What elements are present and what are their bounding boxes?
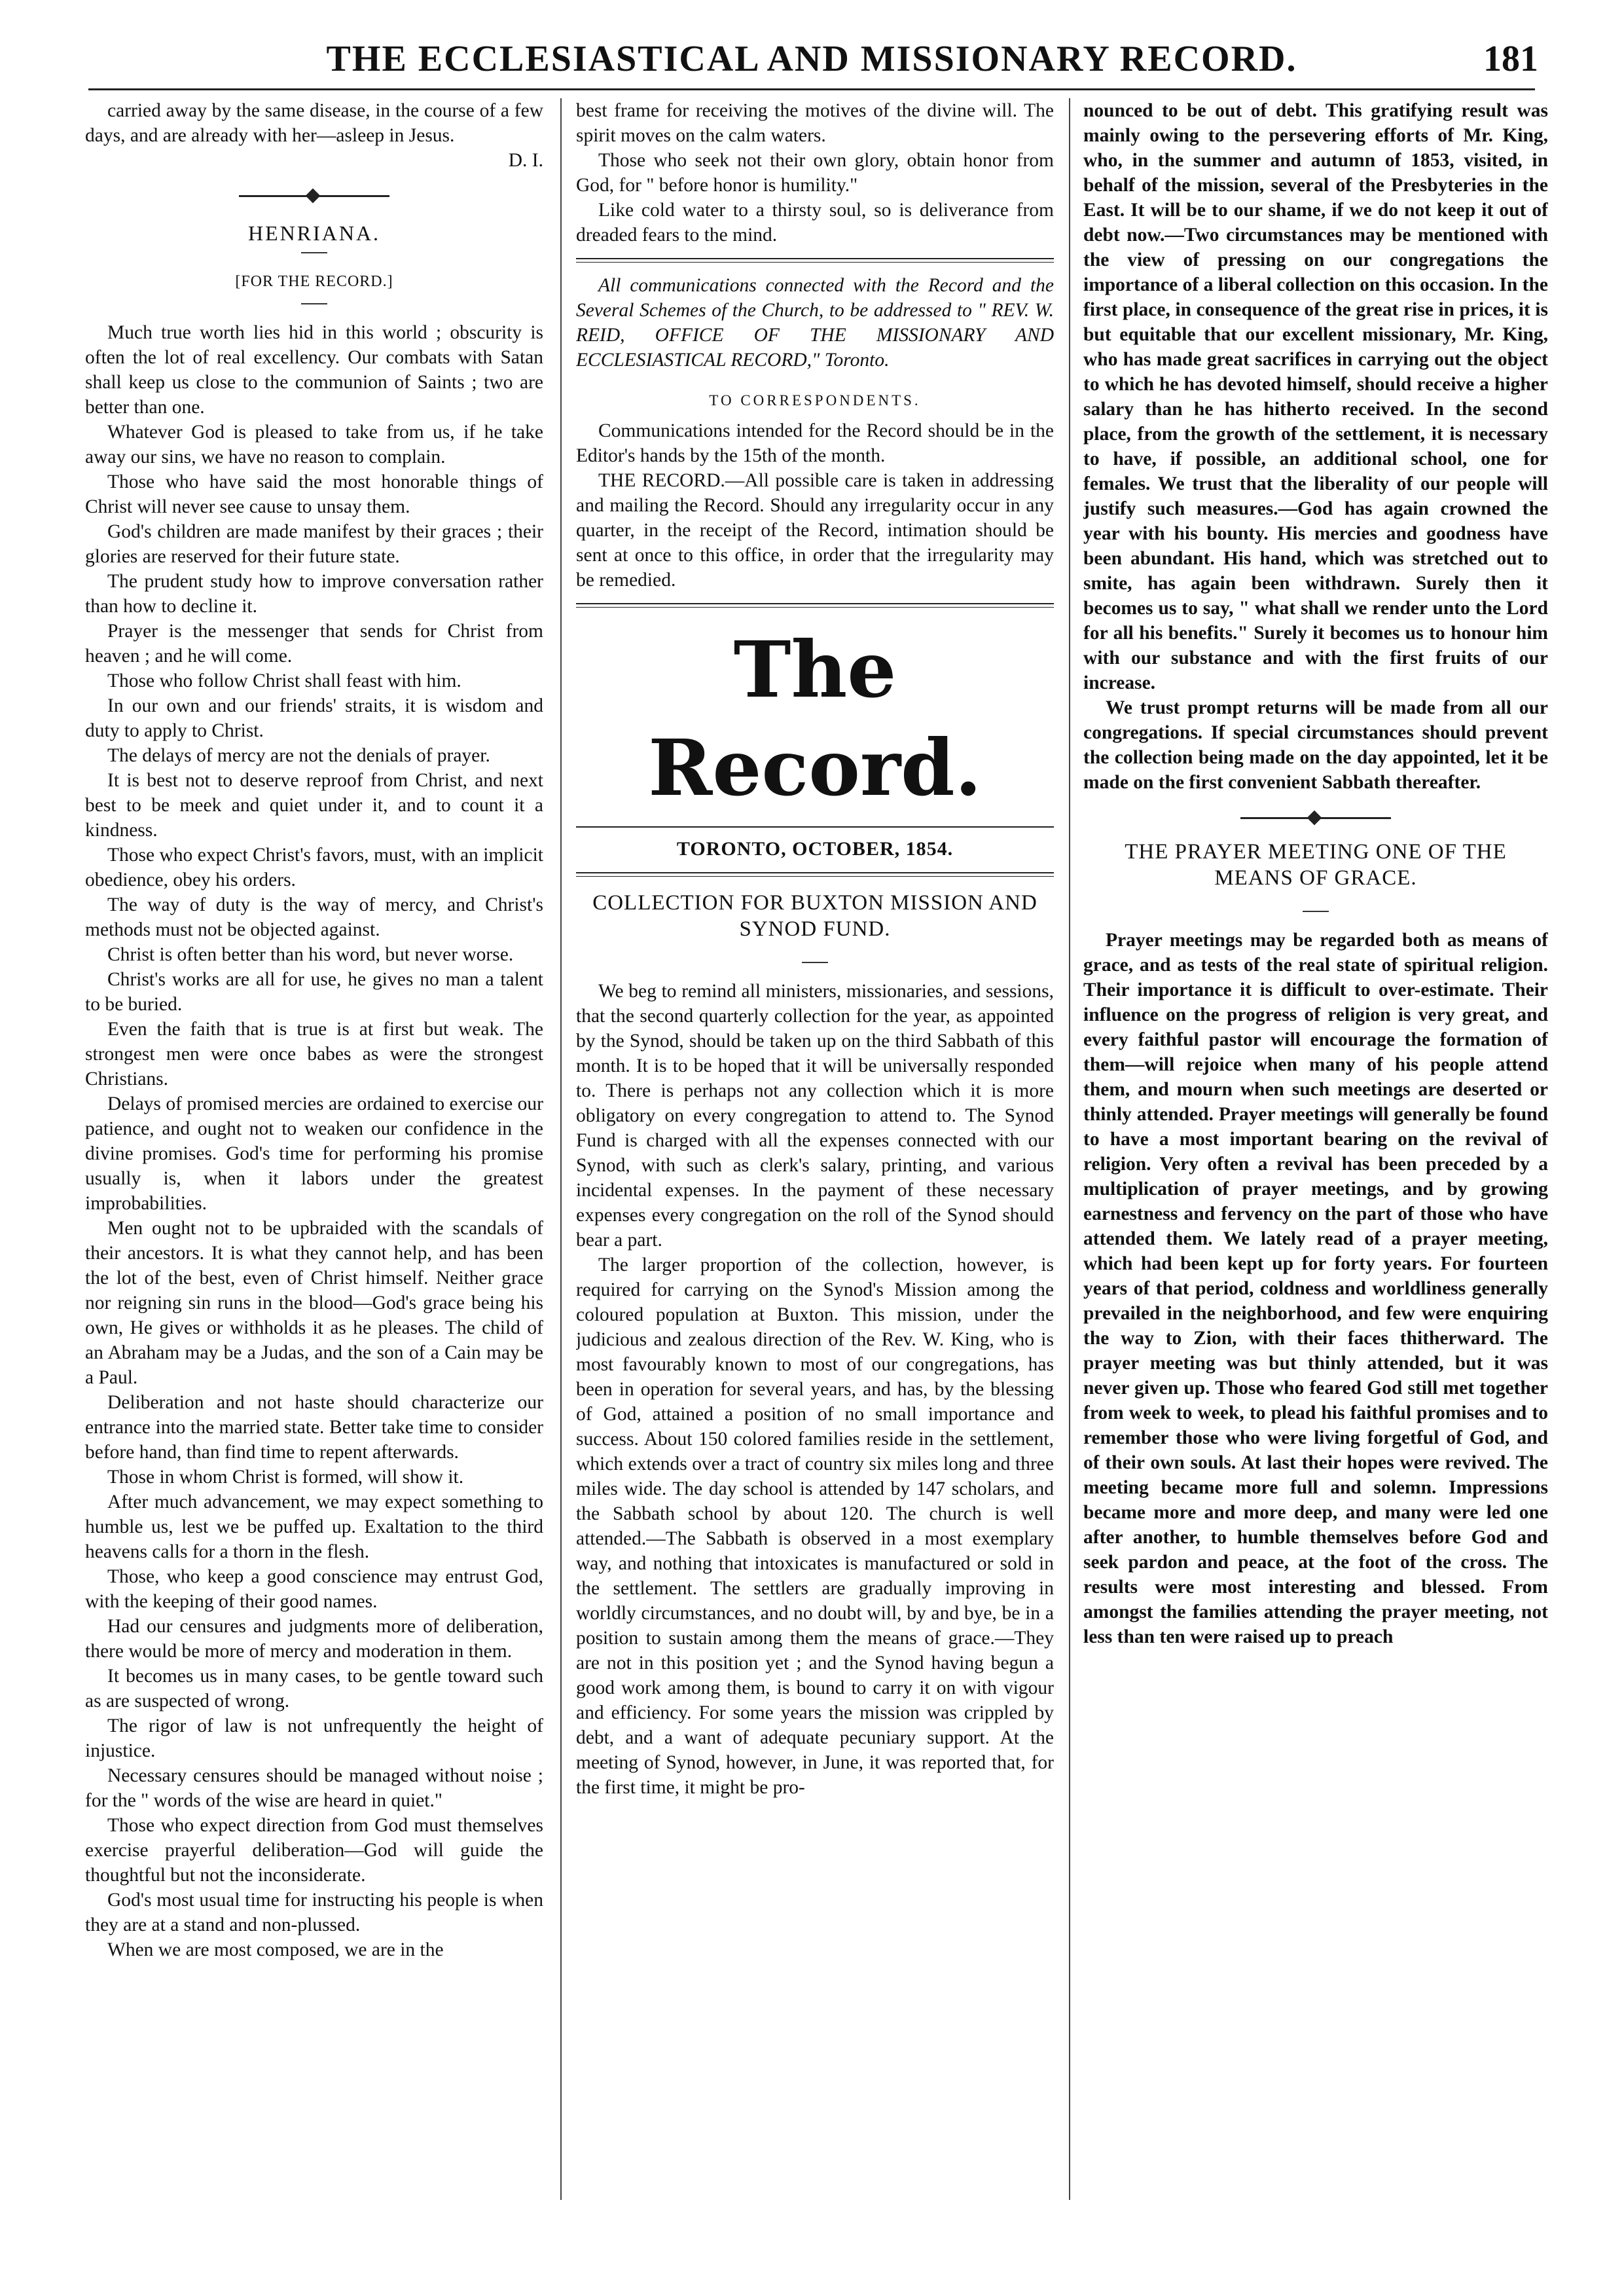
double-rule (576, 603, 1054, 608)
paragraph: When we are most composed, we are in the (107, 1939, 444, 1960)
ornament-divider (239, 195, 389, 197)
paragraph: The way of duty is the way of mercy, and Christ's methods must not be objected against. (85, 894, 543, 940)
masthead: The Record. (648, 624, 982, 813)
paragraph: Whatever God is pleased to take from us, if he take away our sins, we have no reason to complain. (85, 422, 543, 467)
paragraph: Christ's works are all for use, he gives no man a talent to be buried. (85, 969, 543, 1015)
paragraph: Men ought not to be upbraided with the scandals of their ancestors. It is what they cannot help, and has been the lot of the best, even of Christ himself. Neither grace nor reigning sin runs in the blood—God's grace being his own, He gives or withholds it as he pleases. The child of an Abraham may be a Judas, and the son of a Cain may be a Paul. (85, 1218, 543, 1388)
ornament-divider (1240, 817, 1391, 819)
paragraph: We beg to remind all ministers, missionaries, and sessions, that the second quarterly collection for the year, as appointed by the Synod, should be taken up on the third Sabbath of this month. It is to be hoped that it will be universally responded to. There is perhaps not any collection which it is more obligatory on every congregation to attend to. The Synod Fund is charged with all the expenses connected with our Synod, with such as clerk's salary, printing, and various incidental expenses. In the payment of these necessary expenses every congregation on the roll of the Synod should bear a part. (576, 981, 1054, 1251)
correspondents-title: TO CORRESPONDENTS. (709, 392, 921, 409)
short-rule (301, 252, 327, 253)
double-rule (576, 872, 1054, 877)
paragraph: Those in whom Christ is formed, will show it. (107, 1467, 464, 1488)
paragraph: Those who have said the most honorable things of Christ will never see cause to unsay them. (85, 471, 543, 517)
column-right (1083, 98, 1548, 2213)
short-rule (301, 303, 327, 304)
column-divider (1069, 98, 1070, 2200)
paragraph: Prayer meetings may be regarded both as means of grace, and as tests of the real state of spiritual religion. Their importance it is difficult to over-estimate. Their influence on the progress of religion is very great, and every faithful pastor will encourage the formation of them—will rejoice when many of his people attend them, and mourn when such meetings are deserted or thinly attended. Prayer meetings will generally be found to have a most important bearing on the revival of religion. Very often a revival has been preceded by a multiplication of prayer meetings, and by growing earnestness and fervency on the part of those who have attended them. We lately read of a prayer meeting, which had been kept up for forty years. For fourteen years of that period, coldness and worldliness generally prevailed in the neighborhood, and few were enquiring the way to Zion, with their faces thitherward. The prayer meeting was but thinly attended, but it was never given up. Those who feared God still met together from week to week, to plead his faithful promises and to remember those who were living forgetful of God, and of their own souls. At last their hopes were revived. The meeting became more full and solemn. Impressions became more and more deep, and many were led one after another, to humble themselves before God and seek pardon and peace, at the foot of the cross. The results were most interesting and blessed. From amongst the families attending the prayer meeting, not less than ten were raised up to preach (1083, 930, 1548, 1647)
paragraph: The larger proportion of the collection, however, is required for carrying on the Synod's Mission among the coloured population at Buxton. This mission, under the judicious and zealous direction of the Rev. W. King, who is most favourably known to most of our congregations, has been in operation for several years, and has, by the blessing of God, attained a position of no small importance and success. About 150 colored families reside in the settlement, which extends over a tract of country six miles long and three miles wide. The day school is attended by 147 scholars, and the Sabbath school by about 120. The church is well attended.—The Sabbath is observed in a most exemplary way, and nothing that intoxicates is manufactured or sold in the settlement. The settlers are gradually improving in worldly circumstances, and no doubt will, by and bye, be in a position to sustain among them the means of grace.—They are not in this position yet ; and the Synod having begun a good work among them, is bound to carry it on with vigour and efficiency. For some years the mission was crippled by debt, and a want of adequate pecuniary support. At the meeting of Synod, however, in June, it was reported that, for the first time, it might be pro- (576, 1254, 1054, 1798)
paragraph: Christ is often better than his word, but never worse. (107, 944, 514, 965)
column-left (85, 98, 543, 2213)
paragraph: The rigor of law is not unfrequently the height of injustice. (85, 1715, 543, 1761)
paragraph: THE RECORD.—All possible care is taken in addressing and mailing the Record. Should any irregularity occur in any quarter, in the receipt of the Record, intimation should be sent at once to this office, in order that the irregularity may be remedied. (576, 470, 1054, 591)
paragraph: Those, who keep a good conscience may entrust God, with the keeping of their good names. (85, 1566, 543, 1612)
paragraph: Those who expect direction from God must themselves exercise prayerful deliberation—God will guide the thoughtful but not the inconsiderate. (85, 1815, 543, 1886)
paragraph: The delays of mercy are not the denials of prayer. (107, 745, 490, 766)
column-middle (576, 98, 1054, 2213)
paragraph: Much true worth lies hid in this world ; obscurity is often the lot of real excellency. Our combats with Satan shall keep us close to the communion of Saints ; two are better than one. (85, 322, 543, 418)
paragraph: Prayer is the messenger that sends for Christ from heaven ; and he will come. (85, 621, 543, 667)
paragraph: Deliberation and not haste should characterize our entrance into the married state. Better take time to consider before hand, than find time to repent afterwards. (85, 1392, 543, 1463)
paragraph: We trust prompt returns will be made from all our congregations. If special circumstances should prevent the collection being made on the day appointed, let it be made on the first convenient Sabbath thereafter. (1083, 697, 1548, 793)
article-title: COLLECTION FOR BUXTON MISSION AND SYNOD FUND. (592, 891, 1038, 941)
paragraph: After much advancement, we may expect something to humble us, lest we be puffed up. Exaltation to the third heavens calls for a thorn in the flesh. (85, 1492, 543, 1562)
rule (576, 826, 1054, 828)
page-number: 181 (1483, 39, 1538, 79)
paragraph: Had our censures and judgments more of deliberation, there would be more of mercy and moderation in them. (85, 1616, 543, 1662)
paragraph: Those who follow Christ shall feast with him. (107, 670, 461, 691)
paragraph: In our own and our friends' straits, it is wisdom and duty to apply to Christ. (85, 695, 543, 741)
paragraph: Those who seek not their own glory, obtain honor from God, for " before honor is humility." (576, 150, 1054, 196)
paragraph: Necessary censures should be managed without noise ; for the " words of the wise are heard in quiet." (85, 1765, 543, 1811)
paragraph: It becomes us in many cases, to be gentle toward such as are suspected of wrong. (85, 1666, 543, 1712)
column-divider (560, 98, 562, 2200)
paragraph: Like cold water to a thirsty soul, so is deliverance from dreaded fears to the mind. (576, 200, 1054, 246)
paragraph: Communications intended for the Record should be in the Editor's hands by the 15th of the month. (576, 420, 1054, 466)
paragraph: It is best not to deserve reproof from Christ, and next best to be meek and quiet under it, and to count it a kindness. (85, 770, 543, 841)
page-header (85, 26, 1538, 88)
section-title: HENRIANA. (247, 221, 381, 245)
dateline: TORONTO, OCTOBER, 1854. (676, 838, 954, 860)
paragraph: The prudent study how to improve conversation rather than how to decline it. (85, 571, 543, 617)
article-title: THE PRAYER MEETING ONE OF THE MEANS OF GRACE. (1125, 840, 1507, 890)
communications-notice: All communications connected with the Record and the Several Schemes of the Church, to be addressed to " REV. W. REID, OFFICE OF THE MISSIONARY AND ECCLESIASTICAL RECORD," Toronto. (576, 275, 1054, 371)
paragraph: nounced to be out of debt. This gratifying result was mainly owing to the persevering efforts of Mr. King, who, in the summer and autumn of 1853, visited, in behalf of the mission, several of the Presbyteries in the East. It will be to our shame, if we do not keep it out of debt now.—Two circumstances may be mentioned with the view of pressing on our congregations the importance of a liberal collection on this occasion. In the first place, in consequence of the great rise in prices, it is but equitable that our excellent missionary, Mr. King, who has made great sacrifices in carrying out the object to which he has devoted himself, should receive a higher salary than he has hitherto received. In the second place, from the growth of the settlement, it is necessary to have, if possible, an additional school, one for females. We trust that the liberality of our people will justify such measures.—God has again crowned the year with his bounty. His mercies and goodness have been abundant. His hand, which was stretched out to smite, has again been withdrawn. Surely then it becomes us to say, " what shall we render unto the Lord for all his benefits." Surely it becomes us to honour him with our substance and with the first fruits of our increase. (1083, 100, 1548, 693)
short-rule (802, 962, 828, 963)
paragraph: Even the faith that is true is at first but weak. The strongest men were once babes as were the strongest Christians. (85, 1019, 543, 1089)
paragraph: carried away by the same disease, in the course of a few days, and are already with her—asleep in Jesus. (85, 100, 543, 146)
short-rule (1303, 911, 1329, 912)
header-rule (88, 88, 1535, 90)
running-title: THE ECCLESIASTICAL AND MISSIONARY RECORD. (326, 39, 1297, 79)
for-record-note: [FOR THE RECORD.] (235, 273, 393, 290)
paragraph: Delays of promised mercies are ordained to exercise our patience, and ought not to weaken our confidence in the divine promises. God's time for performing his promise usually is, when it labors under the greatest improbabilities. (85, 1093, 543, 1214)
signature: D. I. (508, 150, 543, 171)
paragraph: God's most usual time for instructing his people is when they are at a stand and non-plussed. (85, 1890, 543, 1935)
paragraph: God's children are made manifest by their graces ; their glories are reserved for their future state. (85, 521, 543, 567)
paragraph: Those who expect Christ's favors, must, with an implicit obedience, obey his orders. (85, 845, 543, 890)
paragraph: best frame for receiving the motives of the divine will. The spirit moves on the calm waters. (576, 100, 1054, 146)
double-rule (576, 258, 1054, 263)
